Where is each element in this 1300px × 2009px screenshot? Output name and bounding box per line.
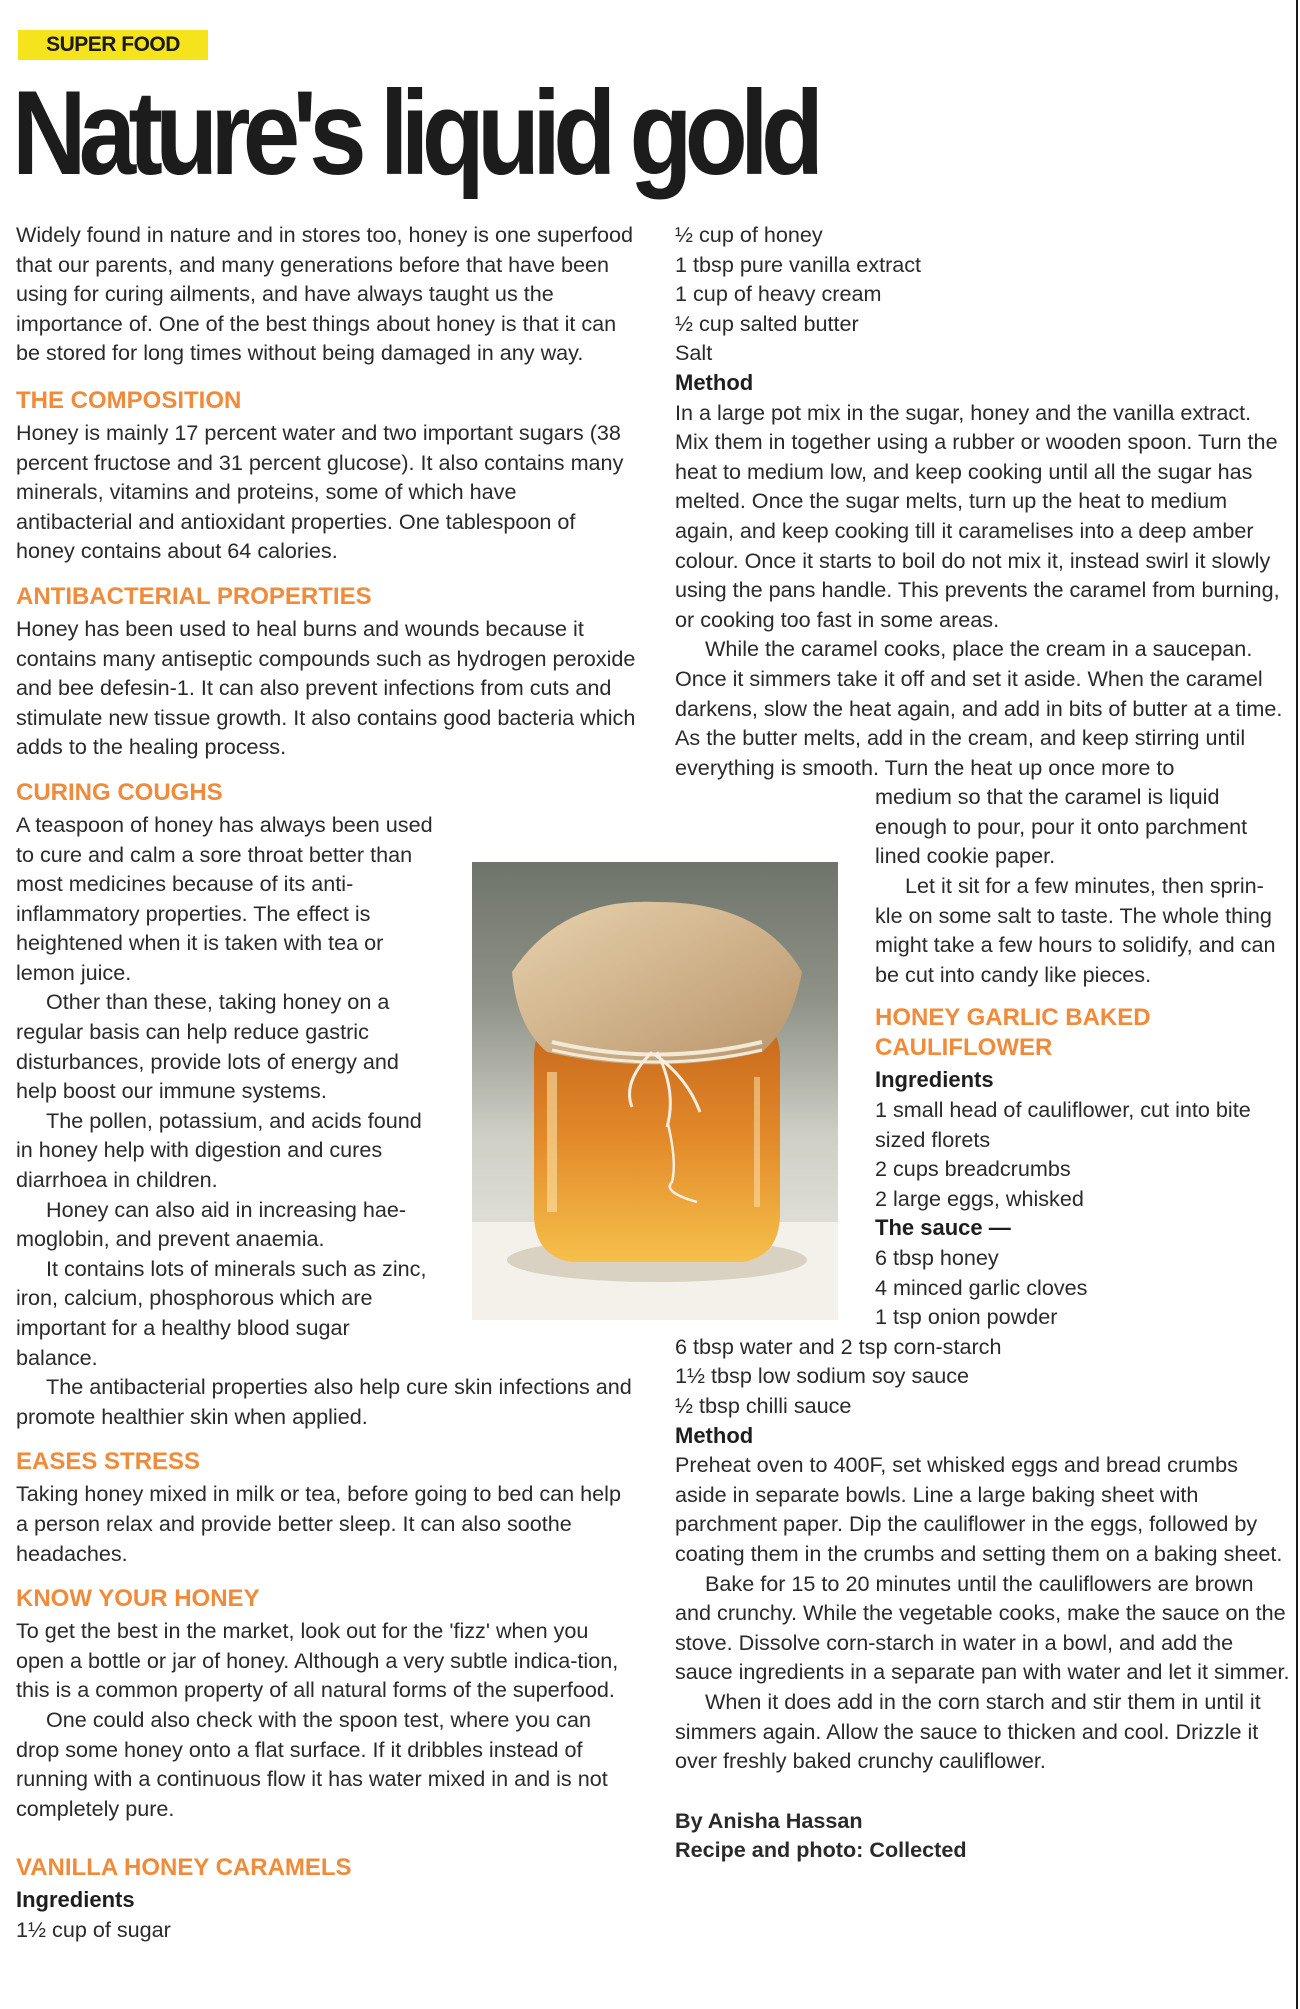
- section-tag: SUPER FOOD: [18, 30, 208, 60]
- right-column: [675, 220, 1290, 1865]
- caramel-method-p2: While the caramel cooks, place the cream in a saucepan. Once it simmers take it off and set it aside. When the caramel darkens, slow the heat again, and add in bits of butter at a time. As the butter melts, add in the cream, and keep stirring until everything is smooth. Turn the heat up once more to: [675, 636, 1283, 780]
- sauce-item: 1½ tbsp low sodium soy sauce: [675, 1363, 970, 1389]
- coughs-heading: CURING COUGHS: [16, 778, 223, 806]
- intro-paragraph: Widely found in nature and in stores too, honey is one superfood that our parents, and many generations before that have been using for curing ailments, and have always taught us the importance of. One of the best things about honey is that it can be stored for long times without being damaged in any way.: [16, 222, 634, 366]
- coughs-body: [16, 810, 436, 1372]
- coughs-p1: A teaspoon of honey has always been used to cure and calm a sore throat better than most medicines because of its anti-inflammatory properties. The effect is heightened when it is taken with tea or lemon juice.: [16, 811, 433, 985]
- antibacterial-text: Honey has been used to heal burns and wounds because it contains many antiseptic compounds such as hydrogen peroxide and bee defesin-1. It can also prevent infections from cuts and stimulate new tissue growth. It also contains good bacteria which adds to the healing process.: [16, 615, 636, 760]
- caramel-item: ½ cup of honey: [675, 222, 823, 247]
- sauce-item: 4 minced garlic cloves: [875, 1274, 1088, 1300]
- caramel-method-p3: Let it sit for a few minutes, then sprin-kle on some salt to taste. The whole thing might take a few hours to solidify, and can be cut into candy like pieces.: [875, 873, 1276, 987]
- caramel-item: Salt: [675, 340, 713, 366]
- coughs-p4: Honey can also aid in increasing hae-moglobin, and prevent anaemia.: [16, 1196, 407, 1252]
- cauliflower-ingredients-label: Ingredients: [875, 1067, 994, 1093]
- caramel-item: ½ cup salted butter: [675, 310, 859, 336]
- know-heading: KNOW YOUR HONEY: [16, 1585, 260, 1613]
- cauliflower-item: 2 large eggs, whisked: [875, 1185, 1084, 1211]
- cauliflower-heading: HONEY GARLIC BAKED CAULIFLOWER: [875, 1004, 1151, 1062]
- stress-text: Taking honey mixed in milk or tea, before going to bed can help a person relax and provide better sleep. It can also soothe headaches.: [16, 1481, 621, 1566]
- composition-text: Honey is mainly 17 percent water and two important sugars (38 percent fructose and 31 percent glucose). It also contains many minerals, vitamins and proteins, some of which have antibacterial and antioxidant properties. One tablespoon of honey contains about 64 calories.: [16, 419, 624, 564]
- spacer: [675, 1776, 1290, 1806]
- photo-credit: Recipe and photo: Collected: [675, 1837, 967, 1863]
- know-p1: To get the best in the market, look out for the 'fizz' when you open a bottle or jar of honey. Although a very subtle indica-tion, this is a common property of all natural forms of the superfood.: [16, 1618, 619, 1703]
- coughs-p2: Other than these, taking honey on a regular basis can help reduce gastric disturbances, provide lots of energy and help boost our immune systems.: [16, 989, 399, 1104]
- sauce-item: ½ tbsp chilli sauce: [675, 1392, 852, 1418]
- sauce-label: The sauce —: [875, 1215, 1011, 1241]
- coughs-p6: The antibacterial properties also help cure skin infections and promote healthier skin when applied.: [16, 1374, 632, 1429]
- cauliflower-method-p1: Preheat oven to 400F, set whisked eggs and bread crumbs aside in separate bowls. Line a large baking sheet with parchment paper. Dip the cauliflower in the eggs, followed by coating them in the crumbs and setting them on a baking sheet.: [675, 1452, 1283, 1566]
- caramel-item: 1 cup of heavy cream: [675, 281, 882, 307]
- stress-heading: EASES STRESS: [16, 1448, 201, 1476]
- composition-heading: THE COMPOSITION: [16, 386, 242, 414]
- caramel-method-p2b: medium so that the caramel is liquid enough to pour, pour it onto parchment lined cookie paper.: [875, 784, 1248, 869]
- sauce-item: 6 tbsp honey: [875, 1245, 999, 1270]
- cauliflower-method-label: Method: [675, 1422, 754, 1448]
- antibacterial-heading: ANTIBACTERIAL PROPERTIES: [16, 582, 372, 610]
- caramel-method-p1: In a large pot mix in the sugar, honey and the vanilla extract. Mix them in together using a rubber or wooden spoon. Turn the heat to medium low, and keep cooking until all the sugar has melted. Once the sugar melts, turn up the heat to medium again, and keep cooking till it caramelises into a deep amber colour. Once it starts to boil do not mix it, instead swirl it slowly using the pans handle. This prevents the caramel from burning, or cooking too fast in some areas.: [675, 399, 1280, 632]
- coughs-p3: The pollen, potassium, and acids found in honey help with digestion and cures diarrhoea in children.: [16, 1107, 422, 1193]
- caramel-item: 1 tbsp pure vanilla extract: [675, 251, 922, 277]
- sauce-item: 1 tsp onion powder: [875, 1304, 1058, 1330]
- cauliflower-item: 1 small head of cauliflower, cut into bite sized florets: [875, 1097, 1251, 1152]
- know-p2: One could also check with the spoon test, where you can drop some honey onto a flat surface. If it dribbles instead of running with a continuous flow it has water mixed in and is not completely pure.: [16, 1706, 608, 1821]
- caramels-item-sugar: 1½ cup of sugar: [16, 1916, 171, 1942]
- coughs-p5: It contains lots of minerals such as zinc, iron, calcium, phosphorous which are important for a healthy blood sugar balance.: [16, 1255, 427, 1370]
- cauliflower-method-p2: Bake for 15 to 20 minutes until the cauliflowers are brown and crunchy. While the vegetable cooks, make the sauce on the stove. Dissolve corn-starch in water in a bowl, and add the sauce ingredients in a separate pan with water and let it simmer.: [675, 1570, 1290, 1685]
- cauliflower-item: 2 cups breadcrumbs: [875, 1156, 1071, 1182]
- page-edge-rule: [1296, 0, 1298, 2009]
- sauce-item: 6 tbsp water and 2 tsp corn-starch: [675, 1333, 1002, 1359]
- cauliflower-method-p3: When it does add in the corn starch and stir them in until it simmers again. Allow the sauce to thicken and cool. Drizzle it over freshly baked crunchy cauliflower.: [675, 1688, 1261, 1774]
- headline: Nature's liquid gold: [12, 66, 817, 200]
- caramels-heading: VANILLA HONEY CARAMELS: [16, 1854, 352, 1882]
- caramels-ingredients-label: Ingredients: [16, 1887, 135, 1913]
- byline: By Anisha Hassan: [675, 1807, 863, 1833]
- caramel-method-label: Method: [675, 369, 754, 395]
